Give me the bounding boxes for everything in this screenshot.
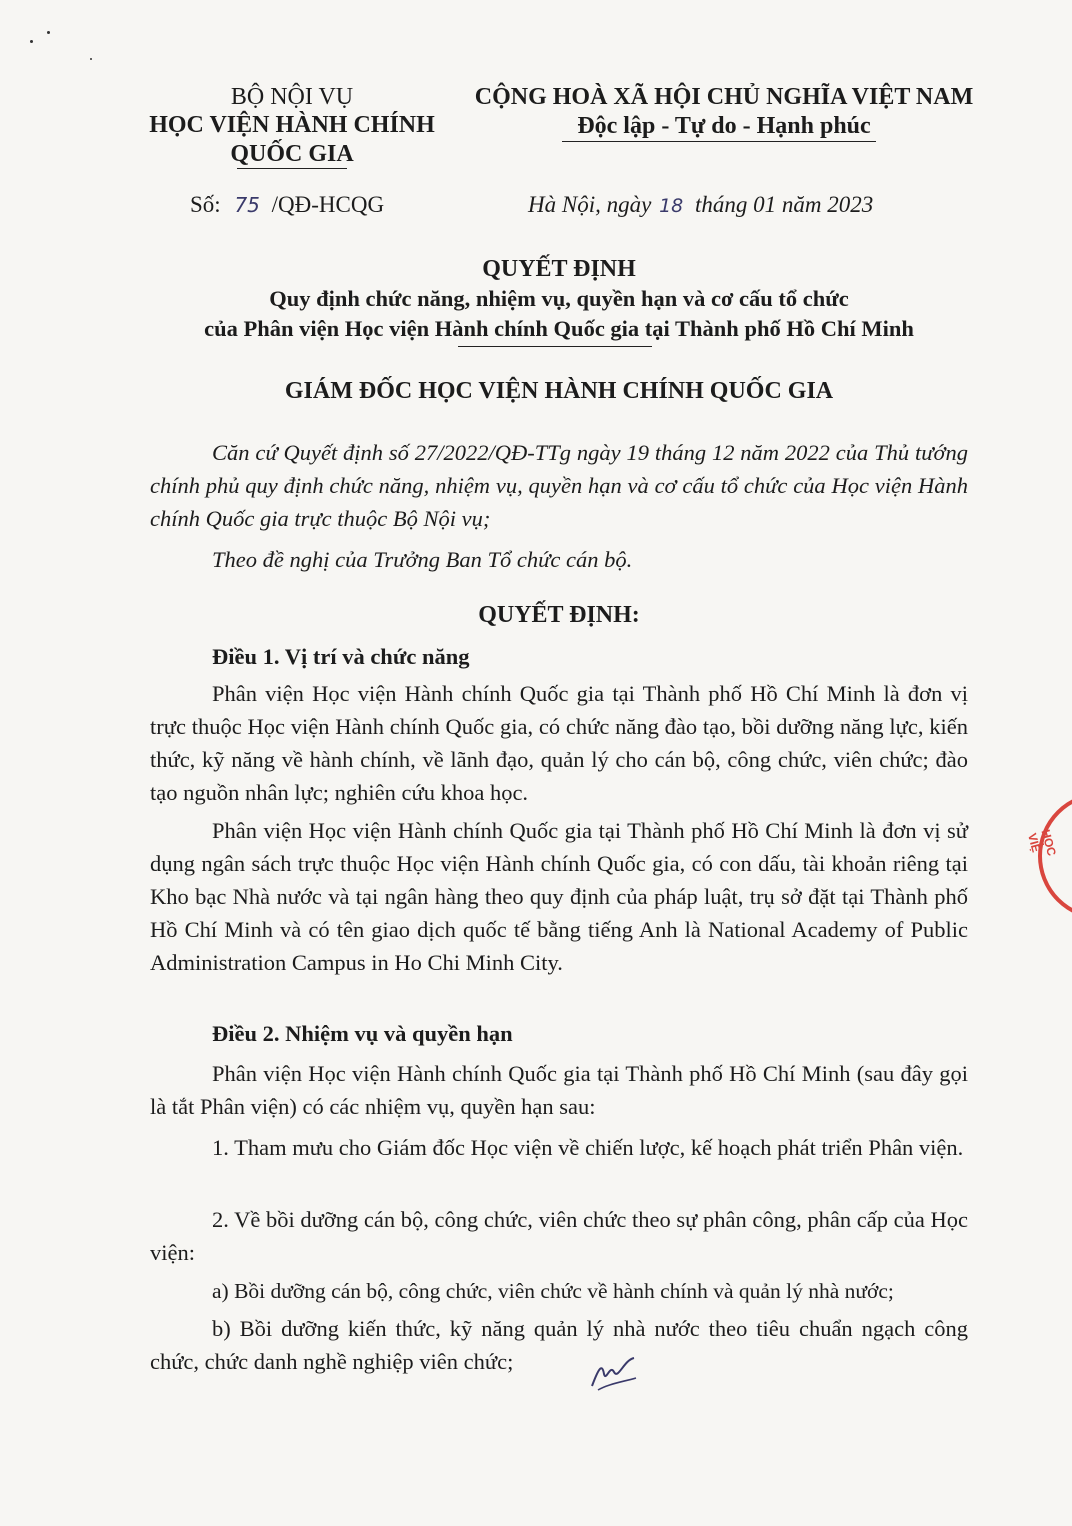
national-motto: Độc lập - Tự do - Hạnh phúc <box>577 113 871 139</box>
article2-item1: 1. Tham mưu cho Giám đốc Học viện về chiến lược, kế hoạch phát triển Phân viện. <box>212 1135 964 1160</box>
initials-mark <box>588 1352 640 1394</box>
ministry-name: BỘ NỘI VỤ <box>230 84 354 110</box>
document-subtitle-line2: của Phân viện Học viện Hành chính Quốc gia tại Thành phố Hồ Chí Minh <box>204 316 914 341</box>
number-label: Số: <box>190 192 221 217</box>
scan-speck <box>90 58 92 60</box>
number-suffix: /QĐ-HCQG <box>271 192 385 217</box>
article1-paragraph2: Phân viện Học viện Hành chính Quốc gia tại Thành phố Hồ Chí Minh là đơn vị sử dụng ngân sách trực thuộc Học viện Hành chính Quốc gia, có con dấu, tài khoản riêng tại Kho bạc Nhà nước và tại ngân hàng theo quy định của pháp luật, trụ sở đặt tại Thành phố Hồ Chí Minh và có tên giao dịch quốc tế bằng tiếng Anh là National Academy of Public Administration Campus in Ho Chi Minh City. <box>150 818 968 975</box>
country-name: CỘNG HOÀ XÃ HỘI CHỦ NGHĨA VIỆT NAM <box>474 84 974 110</box>
document-title: QUYẾT ĐỊNH <box>482 256 636 282</box>
article2-item2b: b) Bồi dưỡng kiến thức, kỹ năng quản lý nhà nước theo tiêu chuẩn ngạch công chức, chức danh nghề nghiệp viên chức; <box>150 1316 968 1374</box>
article2-item2: 2. Về bồi dưỡng cán bộ, công chức, viên chức theo sự phân công, phân cấp của Học viện: <box>150 1207 968 1265</box>
seal-text: HỌC VIỆ <box>1024 828 1059 858</box>
article2-item2a: a) Bồi dưỡng cán bộ, công chức, viên chức về hành chính và quản lý nhà nước; <box>212 1279 894 1303</box>
legal-basis-2: Theo đề nghị của Trưởng Ban Tổ chức cán bộ. <box>212 547 633 572</box>
date-prefix: Hà Nội, ngày <box>528 192 652 217</box>
left-header-rule <box>237 168 347 169</box>
article2-heading: Điều 2. Nhiệm vụ và quyền hạn <box>212 1021 513 1046</box>
handwritten-day: 18 <box>659 195 684 217</box>
motto-underline <box>562 141 876 142</box>
issuing-authority: GIÁM ĐỐC HỌC VIỆN HÀNH CHÍNH QUỐC GIA <box>284 378 834 404</box>
academy-name-line2: QUỐC GIA <box>230 141 354 167</box>
article1-heading: Điều 1. Vị trí và chức năng <box>212 644 470 669</box>
scan-speck <box>47 31 50 34</box>
legal-basis-1: Căn cứ Quyết định số 27/2022/QĐ-TTg ngày 19 tháng 12 năm 2022 của Thủ tướng chính phủ quy định chức năng, nhiệm vụ, quyền hạn và cơ cấu tổ chức của Học viện Hành chính Quốc gia trực thuộc Bộ Nội vụ; <box>150 440 968 531</box>
academy-name-line1: HỌC VIỆN HÀNH CHÍNH <box>149 112 435 138</box>
date-suffix: tháng 01 năm 2023 <box>695 192 874 217</box>
document-subtitle-line1: Quy định chức năng, nhiệm vụ, quyền hạn và cơ cấu tổ chức <box>269 286 849 311</box>
title-underline <box>458 346 652 347</box>
document-number <box>190 192 384 218</box>
article1-paragraph1: Phân viện Học viện Hành chính Quốc gia tại Thành phố Hồ Chí Minh là đơn vị trực thuộc Học viện Hành chính Quốc gia, có chức năng đào tạo, bồi dưỡng năng lực, kiến thức, kỹ năng về hành chính, về lãnh đạo, quản lý cho cán bộ, công chức, viên chức; đào tạo nguồn nhân lực; nghiên cứu khoa học. <box>150 681 968 805</box>
scan-speck <box>30 40 33 43</box>
issue-date <box>528 192 873 218</box>
decision-heading: QUYẾT ĐỊNH: <box>478 602 640 628</box>
handwritten-number: 75 <box>234 193 260 217</box>
article2-intro: Phân viện Học viện Hành chính Quốc gia tại Thành phố Hồ Chí Minh (sau đây gọi là tắt Phân viện) có các nhiệm vụ, quyền hạn sau: <box>150 1061 968 1119</box>
